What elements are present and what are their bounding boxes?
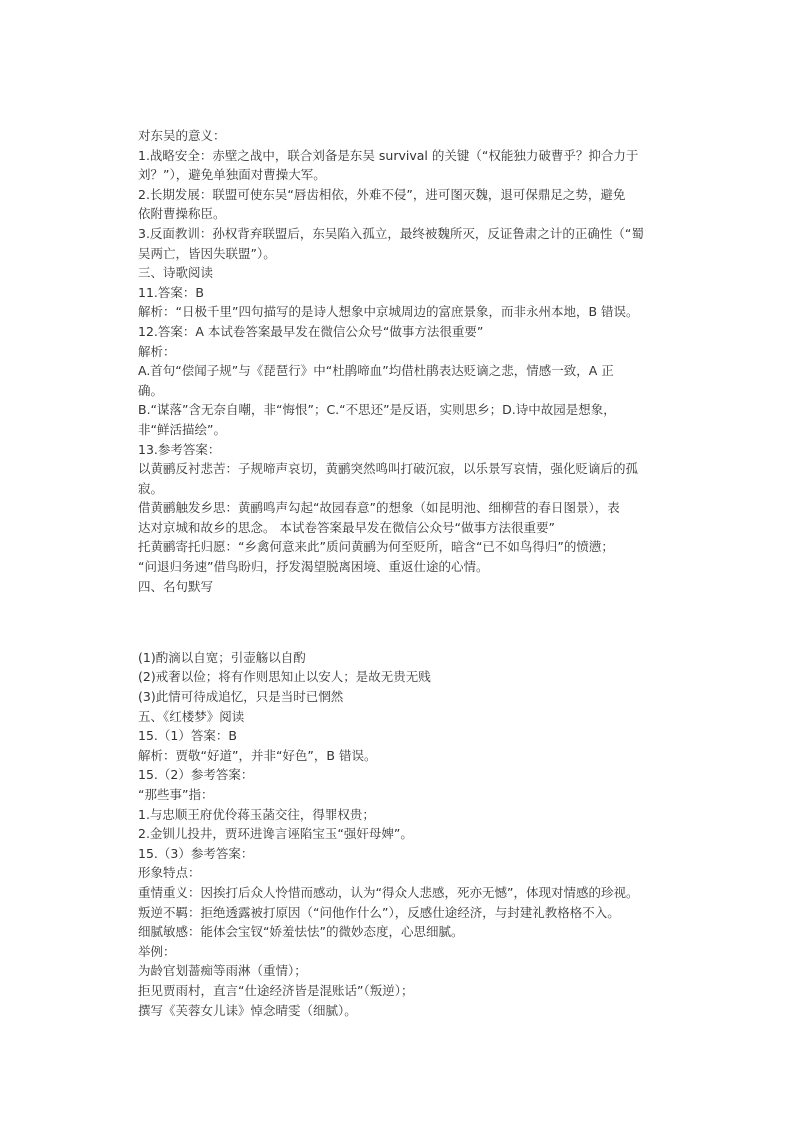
text-line: 举例： [138,943,176,959]
text-line: 重情重义：因挨打后众人怜惜而感动，认为“得众人悲感，死亦无憾”，体现对情感的珍视。 [138,884,639,900]
text-line: 细腻敏感：能体会宝钗“娇羞怯怯”的微妙态度，心思细腻。 [138,924,464,940]
text-line: 为龄官划蔷痴等雨淋（重情）； [138,963,307,979]
text-line: 15.（3）参考答案： [138,845,254,861]
text-line: 2.长期发展：联盟可使东吴“唇齿相依，外难不侵”，进可图灭魏，退可保鼎足之势，避免 [138,186,626,202]
text-line: 3.反面教训：孙权背弃联盟后，东吴陷入孤立，最终被魏所灭，反证鲁肃之计的正确性（“蜀 [138,225,644,241]
text-line: 13.参考答案： [138,441,221,457]
answer-document [138,126,668,1020]
text-line: 四、名句默写 [138,578,214,594]
text-line: 确。 [138,382,164,398]
text-line: “那些事”指： [138,787,214,802]
text-line: 11.答案：B [138,284,204,300]
text-line: 刘？”），避免单独面对曹操大军。 [138,167,326,183]
text-line: 解析：贾敬“好道”，并非“好色”，B 错误。 [138,747,377,763]
text-line: 1.战略安全：赤壁之战中，联合刘备是东吴 survival 的关键（“权能独力破曹乎？抑合力于 [138,147,639,163]
text-line: 吴两亡，皆因失联盟”）。 [138,245,276,261]
text-line: (2)戒奢以俭；将有作则思知止以安人；是故无贵无贱 [138,669,431,685]
text-line: (3)此情可待成追忆，只是当时已惘然 [138,689,344,705]
text-line: 三、诗歌阅读 [138,265,214,281]
text-line: 寂。 [138,480,164,496]
text-line: 非“鲜活描绘”。 [138,421,226,437]
text-line: 对东吴的意义： [138,128,226,143]
text-line: 形象特点： [138,865,201,881]
text-line: A.首句“偿闻子规”与《琵琶行》中“杜鹃啼血”均借杜鹃表达贬谪之悲，情感一致，A 正 [138,363,614,379]
text-line: 2.金钏儿投井，贾环进谗言诬陷宝玉“强奸母婢”。 [138,826,413,842]
text-line: 15.（2）参考答案： [138,767,254,783]
text-line: B.“谋落”含无奈自嘲，非“悔恨”；C.“不思还”是反语，实则思乡；D.诗中故园是想象， [138,402,616,418]
text-line: 依附曹操称臣。 [138,206,226,222]
text-line: (1)酌滴以自宽；引壶觞以自酌 [138,649,306,665]
text-line: 借黄鹂触发乡思：黄鹂鸣声勾起“故园春意”的想象（如昆明池、细柳营的春日图景），表 [138,500,620,516]
text-line: 撰写《芙蓉女儿诔》悼念晴雯（细腻）。 [138,1002,357,1018]
text-line: 以黄鹂反衬悲苦：子规啼声哀切，黄鹂突然鸣叫打破沉寂，以乐景写哀情，强化贬谪后的孤 [138,461,639,477]
text-line: 拒见贾雨村，直言“仕途经济皆是混账话”（叛逆）； [138,982,414,998]
text-line: 15.（1）答案：B [138,728,237,744]
text-line: 12.答案：A 本试卷答案最早发在微信公众号“做事方法很重要” [138,323,484,339]
text-line: “问退归务速”借鸟盼归，抒发渴望脱离困境、重返仕途的心情。 [138,559,489,575]
text-line: 1.与忠顺王府优伶蒋玉菡交往，得罪权贵； [138,806,375,822]
text-line: 托黄鹂寄托归愿：“乡禽何意来此”质问黄鹂为何至贬所，暗含“已不如鸟得归”的愤懑； [138,539,614,555]
text-line: 五、《红楼梦》阅读 [138,708,245,724]
text-line: 解析：“日极千里”四句描写的是诗人想象中京城周边的富庶景象，而非永州本地，B 错误。 [138,304,639,320]
text-line: 叛逆不羁：拒绝透露被打原因（“问他作什么”），反感仕途经济，与封建礼教格格不入。 [138,904,620,920]
text-line: 解析： [138,343,176,359]
text-line: 达对京城和故乡的思念。 本试卷答案最早发在微信公众号“做事方法很重要” [138,519,555,535]
blank-line [138,612,668,632]
